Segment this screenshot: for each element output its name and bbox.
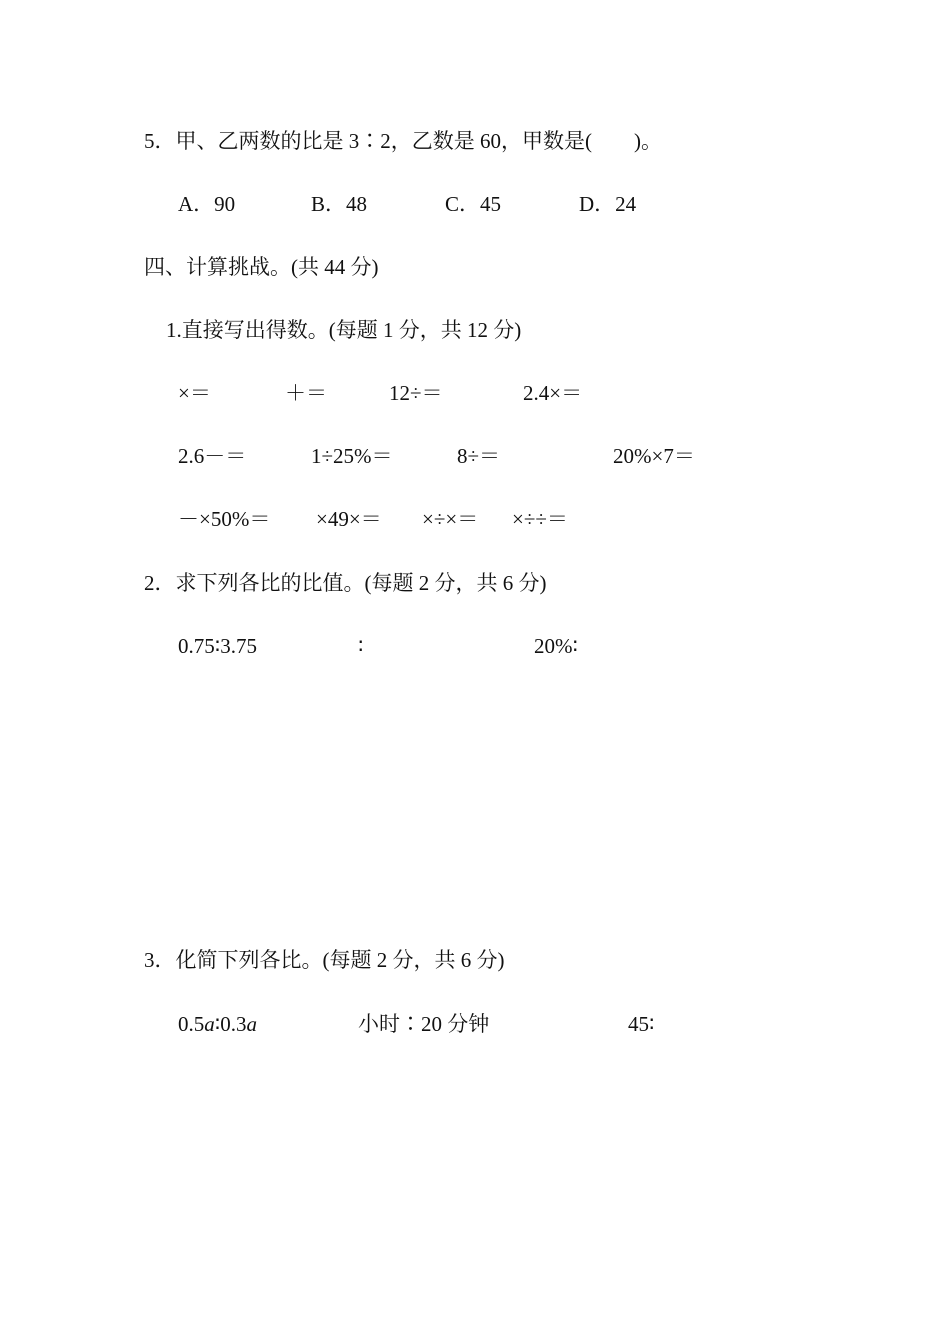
part-3-title: 3．化简下列各比。(每题 2 分，共 6 分) <box>144 948 505 972</box>
simplify-item: 45∶ <box>628 1012 655 1036</box>
question-5-stem: 5．甲、乙两数的比是 3∶2，乙数是 60，甲数是( )。 <box>144 129 662 153</box>
ratio-item: 0.75∶3.75 <box>178 634 257 658</box>
calc-item: ×÷÷＝ <box>512 507 568 531</box>
number: 0.5 <box>178 1012 205 1036</box>
calc-item: ＋＝ <box>285 381 327 405</box>
ratio-item: ∶ <box>358 634 364 658</box>
option-d: D．24 <box>579 192 637 216</box>
option-b: B．48 <box>311 192 368 216</box>
calc-item: ×49×＝ <box>316 507 382 531</box>
number: ∶0.3 <box>214 1012 247 1036</box>
simplify-item <box>178 1014 257 1035</box>
calc-item: 20%×7＝ <box>613 444 695 468</box>
part-2-title: 2．求下列各比的比值。(每题 2 分，共 6 分) <box>144 571 547 595</box>
calc-item: －×50%＝ <box>178 507 271 531</box>
ratio-item: 20%∶ <box>534 634 578 658</box>
calc-item: 8÷＝ <box>457 444 501 468</box>
calc-item: 2.6－＝ <box>178 444 247 468</box>
simplify-item: 小时∶20 分钟 <box>358 1012 490 1036</box>
calc-item: 2.4×＝ <box>523 381 583 405</box>
calc-item: ×＝ <box>178 381 211 405</box>
variable: a <box>246 1012 257 1036</box>
part-1-title: 1.直接写出得数。(每题 1 分，共 12 分) <box>166 318 522 342</box>
option-a: A．90 <box>178 192 236 216</box>
variable: a <box>204 1012 215 1036</box>
calc-item: 12÷＝ <box>389 381 443 405</box>
calc-item: ×÷×＝ <box>422 507 479 531</box>
option-c: C．45 <box>445 192 502 216</box>
calc-item: 1÷25%＝ <box>311 444 393 468</box>
section-4-title: 四、计算挑战。(共 44 分) <box>144 255 379 279</box>
